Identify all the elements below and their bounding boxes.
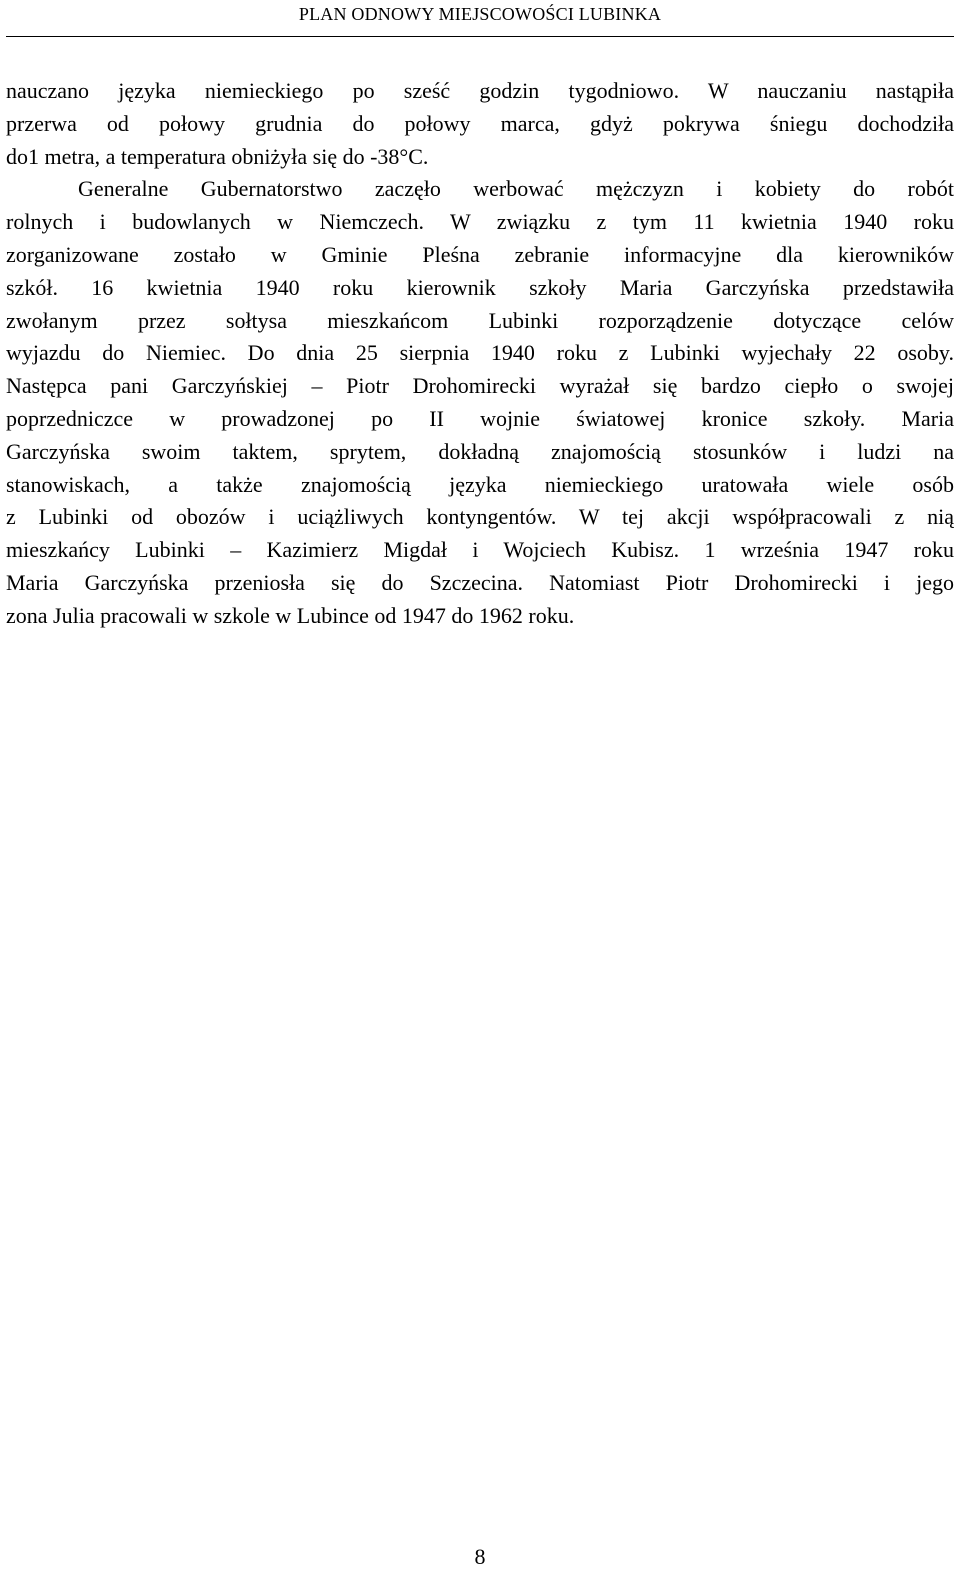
running-header: PLAN ODNOWY MIEJSCOWOŚCI LUBINKA: [298, 4, 662, 24]
text-line: szkół. 16 kwietnia 1940 roku kierownik szkoły Maria Garczyńska przedstawiła: [6, 274, 954, 300]
text-line: zorganizowane zostało w Gminie Pleśna zebranie informacyjne dla kierowników: [6, 241, 954, 267]
text-line: do1 metra, a temperatura obniżyła się do -38°C.: [6, 143, 429, 169]
paragraph-first-line: Generalne Gubernatorstwo zaczęło werbować mężczyzn i kobiety do robót: [78, 176, 954, 202]
text-line: Maria Garczyńska przeniosła się do Szczecina. Natomiast Piotr Drohomirecki i jego: [6, 569, 954, 595]
text-line: mieszkańcy Lubinki – Kazimierz Migdał i Wojciech Kubisz. 1 września 1947 roku: [6, 537, 954, 563]
text-line: zwołanym przez sołtysa mieszkańcom Lubinki rozporządzenie dotyczące celów: [6, 307, 954, 333]
text-line: poprzedniczce w prowadzonej po II wojnie światowej kronice szkoły. Maria: [6, 405, 954, 431]
text-line: z Lubinki od obozów i uciążliwych kontyngentów. W tej akcji współpracowali z nią: [6, 504, 954, 530]
page-number: 8: [474, 1544, 486, 1569]
header-divider: [6, 36, 954, 37]
text-line: Garczyńska swoim taktem, sprytem, dokładną znajomością stosunków i ludzi na: [6, 438, 954, 464]
text-line: wyjazdu do Niemiec. Do dnia 25 sierpnia 1940 roku z Lubinki wyjechały 22 osoby.: [6, 340, 954, 366]
text-line: rolnych i budowlanych w Niemczech. W związku z tym 11 kwietnia 1940 roku: [6, 209, 954, 235]
text-line: stanowiskach, a także znajomością języka niemieckiego uratowała wiele osób: [6, 471, 954, 497]
text-line: zona Julia pracowali w szkole w Lubince od 1947 do 1962 roku.: [6, 602, 575, 628]
text-line: Następca pani Garczyńskiej – Piotr Drohomirecki wyrażał się bardzo ciepło o swojej: [6, 373, 954, 399]
text-line: nauczano języka niemieckiego po sześć godzin tygodniowo. W nauczaniu nastąpiła: [6, 78, 954, 103]
body-text: [6, 75, 954, 633]
text-line: przerwa od połowy grudnia do połowy marca, gdyż pokrywa śniegu dochodziła: [6, 110, 954, 136]
